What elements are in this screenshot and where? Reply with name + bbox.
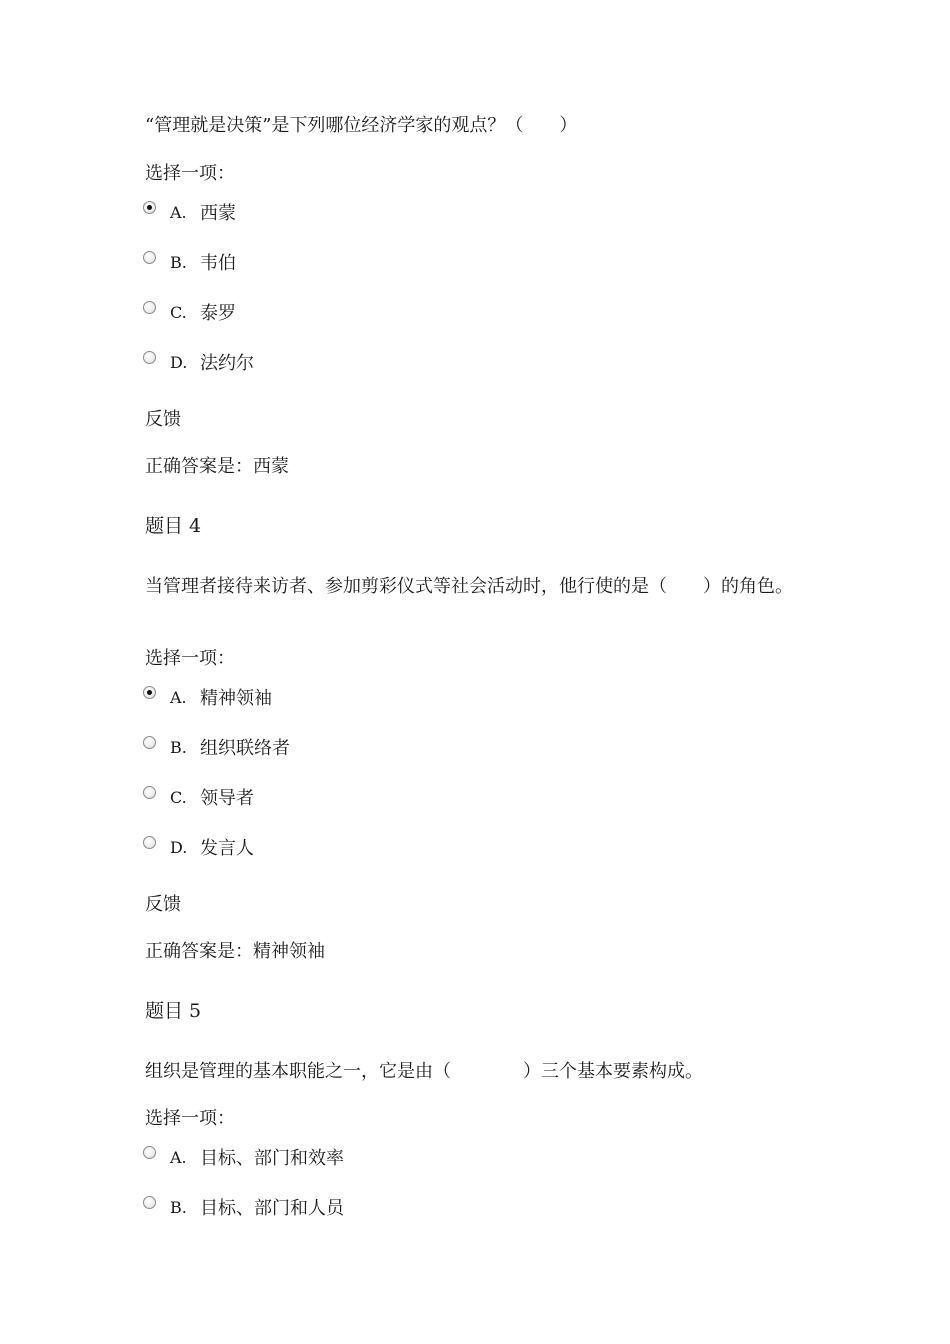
question-5-title: 题目 5 (145, 1000, 202, 1022)
option-text: 发言人 (200, 838, 254, 859)
option-text: 目标、部门和效率 (200, 1148, 344, 1169)
question-4-prompt: 选择一项： (145, 648, 235, 669)
question-4-option-a[interactable] (143, 684, 272, 710)
option-letter: C. (170, 787, 187, 807)
radio-unselected-icon[interactable] (143, 1146, 156, 1159)
option-text: 韦伯 (200, 253, 236, 274)
radio-unselected-icon[interactable] (143, 251, 156, 264)
option-text: 精神领袖 (200, 688, 272, 709)
question-4-feedback-label: 反馈 (145, 894, 181, 915)
option-text: 目标、部门和人员 (200, 1198, 344, 1219)
question-4-correct-answer: 正确答案是：精神领袖 (145, 941, 325, 962)
question-5-prompt: 选择一项： (145, 1108, 235, 1129)
question-4-option-d[interactable] (143, 834, 254, 860)
question-4-option-c[interactable] (143, 784, 254, 810)
question-3-feedback-label: 反馈 (145, 409, 181, 430)
option-letter: A. (170, 1147, 187, 1167)
question-4-text: 当管理者接待来访者、参加剪彩仪式等社会活动时，他行使的是（ ）的角色。 (145, 576, 793, 597)
question-3-option-d[interactable] (143, 349, 254, 375)
option-text: 组织联络者 (200, 738, 290, 759)
radio-unselected-icon[interactable] (143, 301, 156, 314)
question-5-option-a[interactable] (143, 1144, 344, 1170)
option-text: 法约尔 (200, 353, 254, 374)
question-5-text: 组织是管理的基本职能之一，它是由（ ）三个基本要素构成。 (145, 1061, 703, 1082)
option-letter: C. (170, 302, 187, 322)
radio-selected-icon[interactable] (143, 686, 156, 699)
radio-selected-icon[interactable] (143, 201, 156, 214)
option-letter: D. (170, 837, 188, 857)
option-letter: B. (170, 1197, 187, 1217)
option-letter: D. (170, 352, 188, 372)
question-3-prompt: 选择一项： (145, 163, 235, 184)
question-3-option-b[interactable] (143, 249, 236, 275)
option-letter: B. (170, 737, 187, 757)
option-letter: A. (170, 687, 187, 707)
option-text: 领导者 (200, 788, 254, 809)
radio-unselected-icon[interactable] (143, 736, 156, 749)
question-5-option-b[interactable] (143, 1194, 344, 1220)
question-3-option-a[interactable] (143, 199, 236, 225)
question-4-title: 题目 4 (145, 515, 202, 537)
option-text: 西蒙 (200, 203, 236, 224)
radio-unselected-icon[interactable] (143, 1196, 156, 1209)
question-4-option-b[interactable] (143, 734, 290, 760)
option-letter: A. (170, 202, 187, 222)
option-letter: B. (170, 252, 187, 272)
radio-unselected-icon[interactable] (143, 351, 156, 364)
question-3-option-c[interactable] (143, 299, 236, 325)
option-text: 泰罗 (200, 303, 236, 324)
radio-unselected-icon[interactable] (143, 786, 156, 799)
question-3-text: “管理就是决策”是下列哪位经济学家的观点？（ ） (145, 115, 578, 136)
radio-unselected-icon[interactable] (143, 836, 156, 849)
question-3-correct-answer: 正确答案是：西蒙 (145, 456, 289, 477)
